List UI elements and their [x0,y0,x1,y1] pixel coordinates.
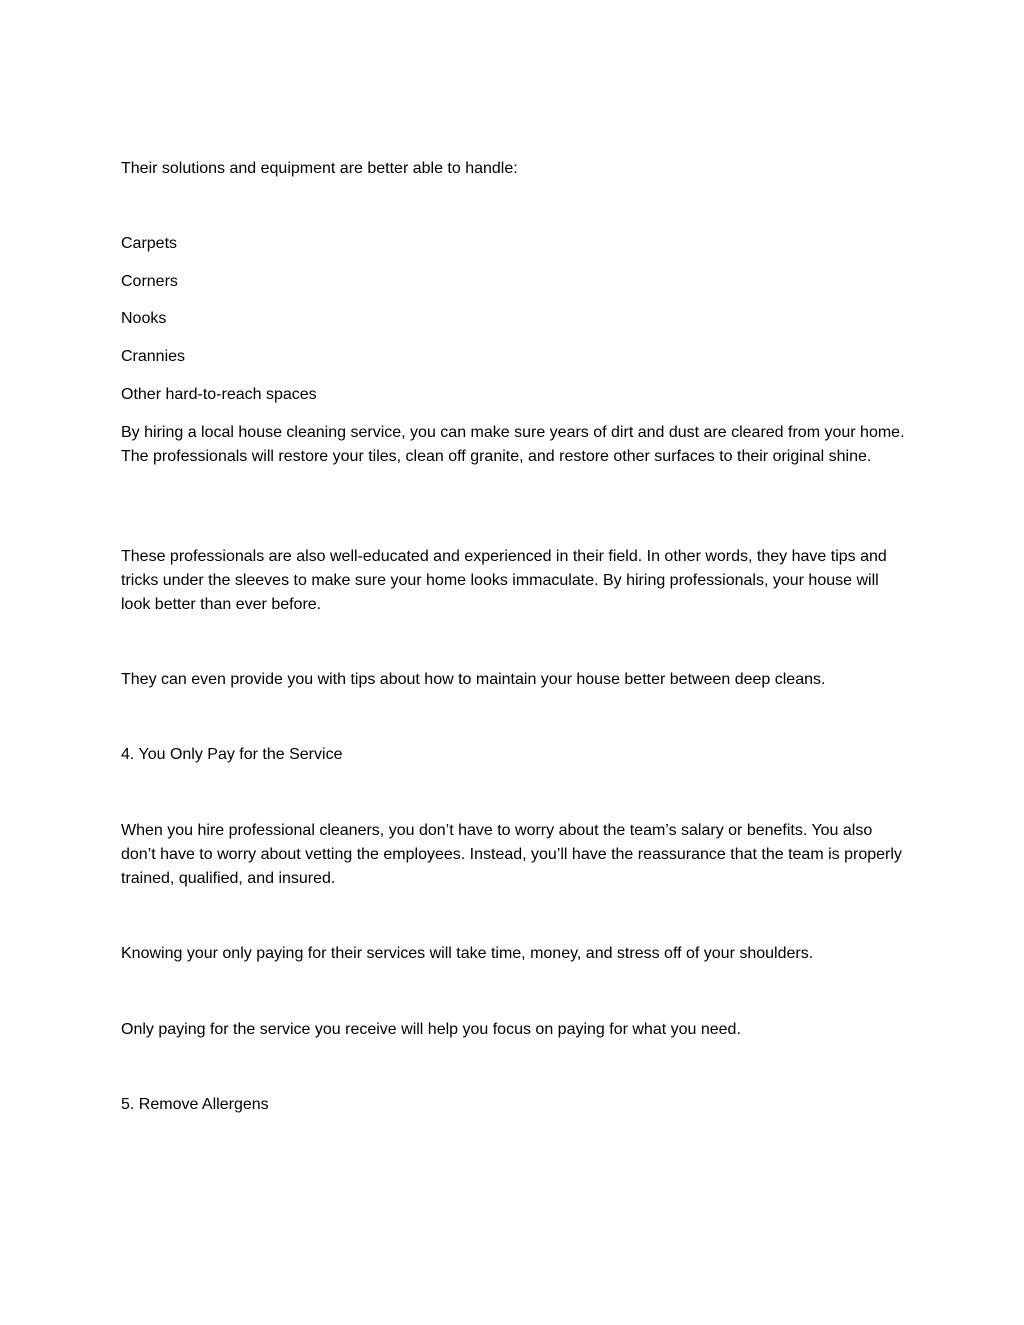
list-item-nooks: Nooks [121,310,167,327]
paragraph-tips: They can even provide you with tips about how to maintain your house better between deep cleans. [121,671,826,688]
paragraph-professionals: These professionals are also well-educated and experienced in their field. In other words, they have tips and tricks under the sleeves to make sure your home looks immaculate. By hiring professionals, your house will look better than ever before. [121,548,887,613]
paragraph-only-paying: Knowing your only paying for their services will take time, money, and stress off of your shoulders. [121,945,814,962]
intro-text: Their solutions and equipment are better able to handle: [121,160,518,177]
paragraph-hire-cleaners: When you hire professional cleaners, you don’t have to worry about the team’s salary or benefits. You also don’t have to worry about vetting the employees. Instead, you’ll have the reassurance that the team is properly trained, qualified, and insured. [121,822,902,887]
paragraph-focus-paying: Only paying for the service you receive will help you focus on paying for what you need. [121,1021,741,1038]
list-item-crannies: Crannies [121,348,186,365]
list-item-carpets: Carpets [121,235,178,252]
paragraph-local-cleaning: By hiring a local house cleaning service, you can make sure years of dirt and dust are cleared from your home. The professionals will restore your tiles, clean off granite, and restore other surfaces to their original shine. [121,424,905,465]
list-item-corners: Corners [121,273,178,290]
list-item-hard-to-reach: Other hard-to-reach spaces [121,386,317,403]
section-heading-remove-allergens: 5. Remove Allergens [121,1096,269,1113]
section-heading-pay-for-service: 4. You Only Pay for the Service [121,746,343,763]
